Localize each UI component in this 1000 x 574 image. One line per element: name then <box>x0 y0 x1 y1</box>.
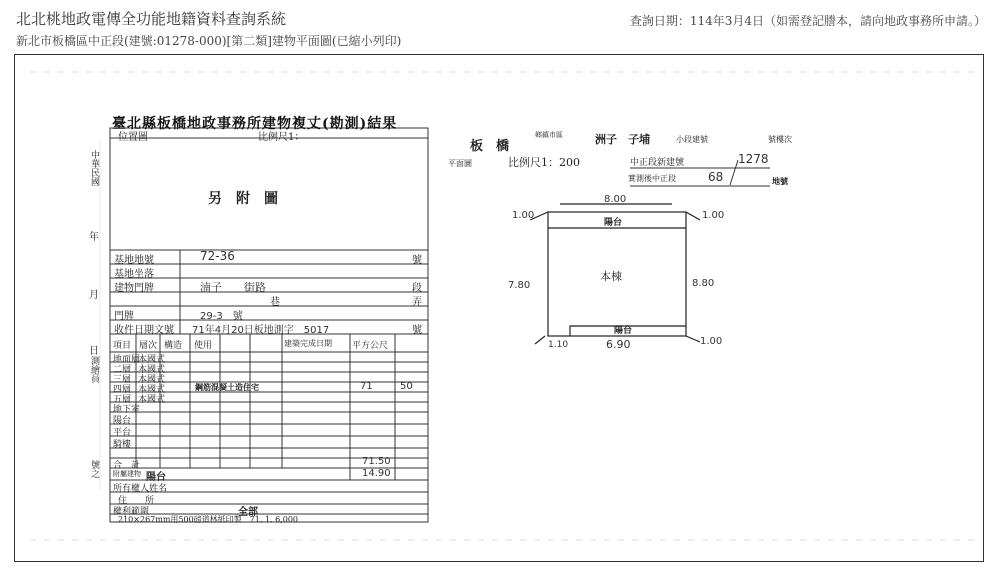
floor-area: 71 <box>360 381 373 392</box>
rights-value: 全部 <box>238 507 258 518</box>
row-value: 湳子 街路 <box>200 281 266 294</box>
side-label-no: 號之 <box>89 460 99 478</box>
dim-bottom-left: 1.10 <box>548 340 569 350</box>
floor-area-decimal: 50 <box>400 381 413 392</box>
plan-small-label: 小段建號 <box>676 135 708 144</box>
floor-type: 本國式 <box>138 365 166 375</box>
separate-map-note: 另 附 圖 <box>208 191 278 207</box>
balcony-top-label: 陽台 <box>604 218 623 228</box>
dim-bottom-right: 1.00 <box>700 336 723 347</box>
form-footer: 210×267mm用500磅道林紙印製 71. 1. 6,000 <box>118 515 299 524</box>
floor-label: 騎樓 <box>113 440 132 450</box>
plan-plot-no: 68 <box>708 170 724 184</box>
floor-label: 三層 <box>113 375 132 385</box>
row-value: 71年4月20日板地測字 5017 <box>192 325 330 336</box>
row-label: 基地地號 <box>114 255 154 266</box>
attached-value: 14.90 <box>362 468 391 479</box>
floor-type: 本國式 <box>138 395 166 405</box>
scale-label: 比例尺1： <box>258 132 305 143</box>
floor-type: 本國式 <box>138 355 166 365</box>
row-label: 收件日期文號 <box>114 325 174 336</box>
header-area: 平方公尺 <box>352 341 389 351</box>
floor-structure: 鋼筋混凝土造住宅 <box>195 382 259 392</box>
dim-right-top: 1.00 <box>702 210 725 221</box>
plan-district: 板 橋 <box>470 139 510 154</box>
rights-label: 權利範圍 <box>113 507 150 517</box>
plan-township-label: 鄉鎮市區 <box>535 131 563 139</box>
attached-type: 陽台 <box>146 472 166 483</box>
floor-type: 本國式 <box>138 385 166 395</box>
location-map-label: 位置圖 <box>118 132 148 143</box>
plan-scale: 比例尺1：200 <box>508 156 580 169</box>
header-level: 層次 <box>139 341 158 351</box>
row-value: 72-36 <box>200 249 235 263</box>
row-label: 門牌 <box>114 311 134 322</box>
side-label-day: 日 <box>89 346 99 357</box>
balcony-bottom-label: 陽台 <box>614 326 633 336</box>
dim-right: 8.80 <box>692 278 715 289</box>
row-end: 段 <box>412 283 422 294</box>
header-use: 使用 <box>194 341 213 351</box>
header-completion: 建築完成日期 <box>284 339 332 348</box>
dim-left: 7.80 <box>508 280 531 291</box>
query-date: 查詢日期：114年3月4日（如需登記謄本，請向地政事務所申請。） <box>629 14 986 28</box>
row-value: 巷 <box>250 297 280 308</box>
floor-label: 陽台 <box>113 416 132 426</box>
owner-label: 所有權人姓名 <box>113 484 168 494</box>
plan-building-no-label: 號樓次 <box>768 135 792 144</box>
floor-label: 平台 <box>113 428 132 438</box>
document-subtitle: 新北市板橋區中正段(建號:01278-000)[第二類]建物平面圖(已縮小列印) <box>16 34 402 48</box>
total-label: 合 計 <box>113 461 141 471</box>
side-label-era: 中華民國 <box>89 150 99 186</box>
row-value: 29-3 號 <box>200 311 243 322</box>
side-label-month: 月 <box>89 290 99 301</box>
plan-label: 平面圖 <box>448 159 472 168</box>
system-title: 北北桃地政電傳全功能地籍資料查詢系統 <box>16 10 287 28</box>
floor-label: 四層 <box>113 385 132 395</box>
side-label-surveyor: 測繪員 <box>89 356 99 383</box>
address-label: 住 所 <box>118 496 155 506</box>
plan-new-no-label: 中正段新建號 <box>630 158 685 168</box>
floor-label: 五層 <box>113 395 132 405</box>
plan-village: 洲子 子埔 <box>595 133 650 146</box>
row-end: 號 <box>412 255 422 266</box>
dim-top: 8.00 <box>604 194 627 205</box>
header-item: 項目 <box>113 341 132 351</box>
plan-new-no: 1278 <box>738 152 769 166</box>
attached-label: 附屬建物 <box>113 470 141 478</box>
plan-header <box>470 135 509 154</box>
total-value: 71.50 <box>362 456 391 467</box>
side-label-year: 年 <box>89 232 99 243</box>
floor-label: 地面層 <box>113 355 141 365</box>
dim-bottom: 6.90 <box>606 338 631 351</box>
floor-label: 地下室 <box>113 405 141 415</box>
floor-type: 本國式 <box>138 375 166 385</box>
row-label: 基地坐落 <box>114 269 154 280</box>
plan-land-label: 地號 <box>772 176 788 186</box>
row-end: 弄 <box>412 297 422 308</box>
row-label: 建物門牌 <box>114 283 154 294</box>
plan-plot-label: 實測後中正段 <box>628 174 676 183</box>
row-end: 號 <box>412 325 422 336</box>
header-structure: 構造 <box>164 341 183 351</box>
building-center-label: 本棟 <box>600 270 622 283</box>
dim-left-top: 1.00 <box>512 210 535 221</box>
form-title: 臺北縣板橋地政事務所建物複丈(勘測)結果 <box>112 116 398 132</box>
floor-label: 二層 <box>113 365 132 375</box>
